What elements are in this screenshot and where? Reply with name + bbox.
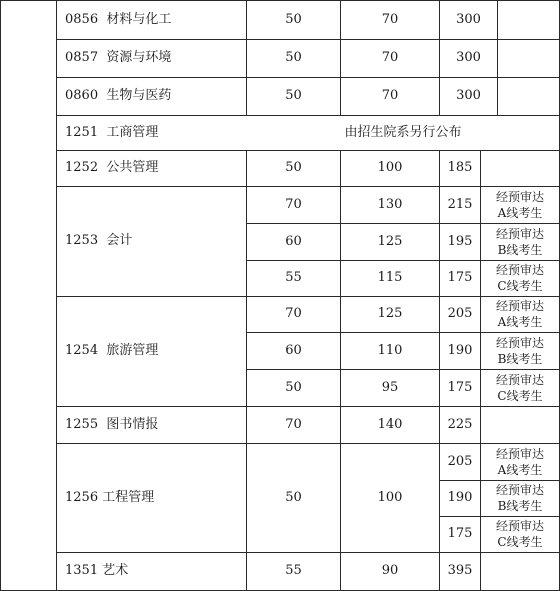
total-score: 175 bbox=[447, 379, 473, 395]
score-cell-2: 125 bbox=[377, 233, 403, 249]
major-name: 资源与环境 bbox=[106, 50, 172, 65]
note-line: 经预审达 bbox=[495, 519, 544, 533]
major-name: 工商管理 bbox=[106, 124, 159, 140]
total-score: 185 bbox=[447, 160, 473, 175]
major-cell bbox=[57, 443, 246, 552]
merged-notice: 由招生院系另行公布 bbox=[344, 124, 462, 140]
major-code: 0860 bbox=[65, 88, 99, 103]
table-divider-note bbox=[497, 0, 498, 116]
note-line: A线考生 bbox=[497, 205, 543, 220]
note-cell bbox=[481, 443, 559, 480]
major-code: 1255 bbox=[65, 416, 99, 432]
major-name: 艺术 bbox=[102, 563, 129, 578]
note-line: B线考生 bbox=[497, 242, 543, 257]
note-line: 经预审达 bbox=[495, 226, 544, 241]
score-cell-1: 50 bbox=[285, 50, 302, 65]
major-name: 会计 bbox=[106, 233, 133, 248]
score-cell-2: 100 bbox=[377, 160, 403, 175]
total-score: 300 bbox=[456, 88, 481, 103]
score-cell-2: 125 bbox=[377, 306, 403, 321]
major-code: 0856 bbox=[65, 11, 99, 27]
score-cell-2: 140 bbox=[377, 416, 403, 432]
table-border-left bbox=[0, 0, 1, 591]
note-line: B线考生 bbox=[497, 351, 543, 366]
score-cell-1: 55 bbox=[285, 270, 302, 285]
score-cell-1: 70 bbox=[285, 306, 302, 321]
score-cell-2: 100 bbox=[377, 489, 403, 505]
score-cell-2: 115 bbox=[377, 270, 403, 285]
score-cell-1: 50 bbox=[285, 160, 302, 175]
major-name: 生物与医药 bbox=[106, 88, 172, 103]
major-cell bbox=[57, 186, 246, 296]
total-score: 395 bbox=[447, 563, 473, 578]
major-name: 工程管理 bbox=[102, 489, 155, 505]
note-line: C线考生 bbox=[497, 535, 543, 549]
major-name: 材料与化工 bbox=[106, 11, 172, 27]
score-cell-1: 60 bbox=[285, 342, 302, 358]
major-cell bbox=[57, 77, 246, 115]
note-line: B线考生 bbox=[497, 499, 543, 513]
total-score: 225 bbox=[447, 416, 473, 432]
score-cell-1: 50 bbox=[285, 11, 302, 27]
major-cell bbox=[57, 150, 246, 186]
score-cell-1: 60 bbox=[285, 233, 302, 249]
score-cell-2: 70 bbox=[381, 50, 399, 65]
note-line: 经预审达 bbox=[495, 372, 544, 387]
total-score: 175 bbox=[447, 526, 473, 541]
score-cell-2: 130 bbox=[377, 196, 403, 212]
note-line: 经预审达 bbox=[495, 446, 544, 461]
total-score: 175 bbox=[447, 270, 473, 285]
note-cell bbox=[481, 516, 559, 552]
major-cell bbox=[57, 115, 246, 150]
score-cell-1: 70 bbox=[285, 196, 302, 212]
note-line: 经预审达 bbox=[495, 263, 544, 277]
score-cell-2: 90 bbox=[381, 563, 399, 578]
total-score: 300 bbox=[456, 11, 481, 27]
major-code: 1256 bbox=[65, 489, 99, 505]
major-cell bbox=[57, 296, 246, 406]
major-cell bbox=[57, 406, 246, 443]
major-code: 1254 bbox=[65, 343, 99, 358]
score-cell-1: 70 bbox=[285, 416, 302, 432]
note-cell bbox=[481, 332, 559, 369]
note-line: 经预审达 bbox=[495, 299, 544, 313]
major-code: 1252 bbox=[65, 160, 99, 175]
score-cell-1: 50 bbox=[285, 379, 302, 395]
major-name: 公共管理 bbox=[106, 160, 159, 175]
score-cell-2: 95 bbox=[381, 379, 399, 395]
note-line: 经预审达 bbox=[495, 483, 544, 497]
total-score: 190 bbox=[447, 490, 473, 505]
major-cell bbox=[57, 0, 246, 39]
total-score: 215 bbox=[447, 196, 473, 212]
major-code: 0857 bbox=[65, 50, 99, 65]
note-line: A线考生 bbox=[497, 462, 543, 477]
note-cell bbox=[481, 260, 559, 296]
note-cell bbox=[481, 369, 559, 406]
note-cell bbox=[481, 223, 559, 260]
total-score: 195 bbox=[447, 233, 473, 249]
total-score: 300 bbox=[456, 50, 481, 65]
note-cell bbox=[481, 480, 559, 516]
score-cell-2: 70 bbox=[381, 88, 399, 103]
note-line: 经预审达 bbox=[495, 335, 544, 350]
major-code: 1251 bbox=[65, 124, 99, 140]
major-code: 1351 bbox=[65, 563, 99, 578]
total-score: 205 bbox=[447, 453, 473, 469]
score-cell-2: 70 bbox=[381, 11, 399, 27]
total-score: 190 bbox=[447, 342, 473, 358]
note-line: C线考生 bbox=[497, 388, 543, 403]
major-cell bbox=[57, 39, 246, 77]
score-cell-1: 50 bbox=[285, 88, 302, 103]
score-cell-2: 110 bbox=[377, 342, 403, 358]
score-cell-1: 55 bbox=[285, 563, 302, 578]
major-cell bbox=[57, 552, 246, 590]
note-line: C线考生 bbox=[497, 279, 543, 293]
score-cell-1: 50 bbox=[285, 489, 302, 505]
major-code: 1253 bbox=[65, 233, 99, 248]
total-score: 205 bbox=[447, 306, 473, 321]
major-name: 旅游管理 bbox=[106, 343, 159, 358]
note-line: 经预审达 bbox=[495, 189, 544, 204]
major-name: 图书情报 bbox=[106, 416, 159, 432]
note-line: A线考生 bbox=[497, 315, 543, 329]
note-cell bbox=[481, 186, 559, 223]
note-cell bbox=[481, 296, 559, 332]
